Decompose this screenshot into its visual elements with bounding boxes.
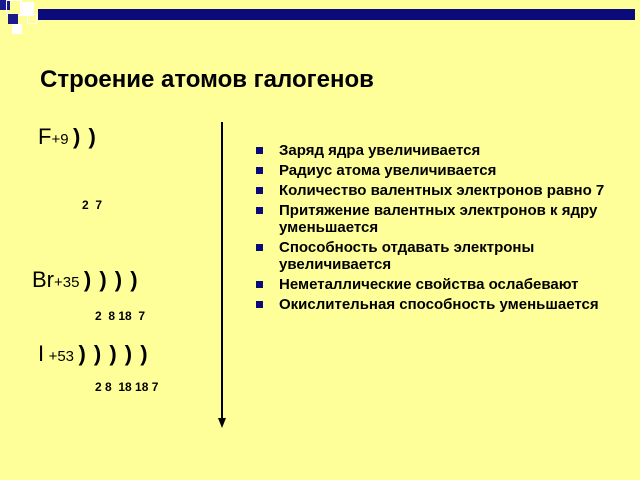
square-bullet-icon bbox=[256, 301, 263, 308]
decor-square bbox=[8, 14, 18, 24]
list-item-text: Окислительная способность уменьшается bbox=[279, 296, 599, 313]
header-bar bbox=[38, 9, 635, 20]
atom-fluorine bbox=[38, 124, 97, 150]
list-item bbox=[252, 142, 622, 159]
list-item bbox=[252, 239, 622, 273]
electron-distribution: 2 8 18 18 7 bbox=[95, 380, 159, 394]
list-item-text: Способность отдавать электроны увеличивается bbox=[279, 239, 535, 273]
list-item-text: Заряд ядра увеличивается bbox=[279, 142, 481, 159]
list-item-text: Неметаллические свойства ослабевают bbox=[279, 276, 579, 293]
electron-distribution: 2 8 18 7 bbox=[95, 309, 146, 323]
square-bullet-icon bbox=[256, 281, 263, 288]
nuclear-charge: +35 bbox=[54, 274, 80, 291]
nuclear-charge: +9 bbox=[51, 131, 69, 148]
square-bullet-icon bbox=[256, 187, 263, 194]
square-bullet-icon bbox=[256, 167, 263, 174]
list-item bbox=[252, 276, 622, 293]
list-item bbox=[252, 296, 622, 313]
electron-shells: ) ) ) ) bbox=[83, 267, 139, 292]
element-symbol: F bbox=[38, 124, 52, 149]
element-symbol: Br bbox=[32, 267, 54, 292]
electron-shells: ) ) ) ) ) bbox=[78, 341, 149, 366]
nuclear-charge: +53 bbox=[48, 348, 75, 365]
down-arrow-icon bbox=[218, 122, 226, 428]
square-bullet-icon bbox=[256, 147, 263, 154]
square-bullet-icon bbox=[256, 207, 263, 214]
list-item-text: Притяжение валентных электронов к ядру уменьшается bbox=[279, 202, 598, 236]
square-bullet-icon bbox=[256, 244, 263, 251]
list-item bbox=[252, 162, 622, 179]
atom-bromine bbox=[32, 267, 139, 293]
decor-square bbox=[12, 24, 22, 34]
property-list bbox=[252, 142, 622, 316]
list-item-text: Количество валентных электронов равно 7 bbox=[279, 182, 605, 199]
atom-iodine bbox=[38, 341, 149, 367]
list-item bbox=[252, 202, 622, 236]
electron-shells: ) ) bbox=[73, 124, 97, 149]
decor-square bbox=[27, 14, 37, 24]
list-item bbox=[252, 182, 622, 199]
slide-title: Строение атомов галогенов bbox=[40, 66, 374, 93]
electron-distribution: 2 7 bbox=[82, 198, 103, 212]
list-item-text: Радиус атома увеличивается bbox=[279, 162, 497, 179]
element-symbol: I bbox=[38, 341, 45, 366]
